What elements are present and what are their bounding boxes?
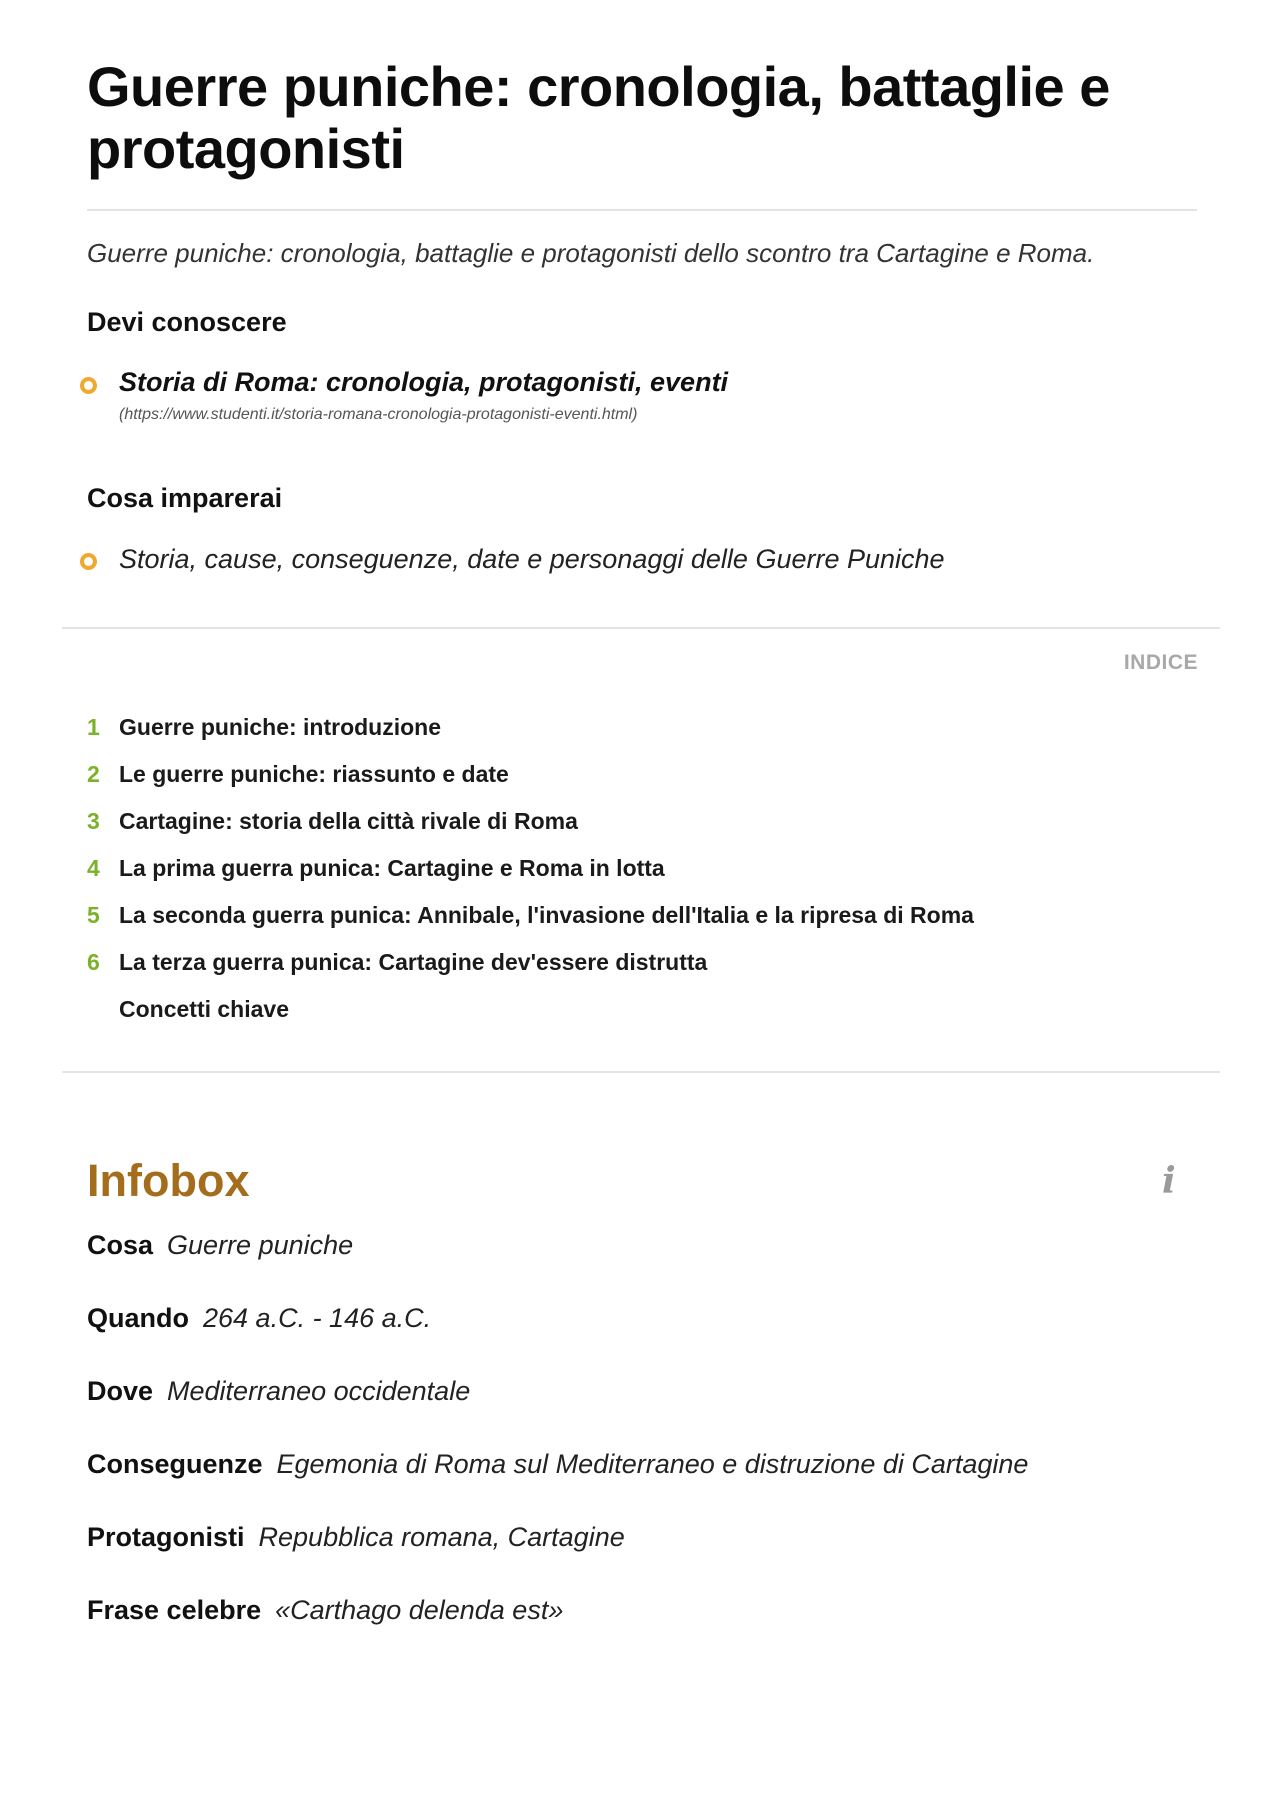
infobox-row-dove (87, 1376, 470, 1407)
table-of-contents (87, 714, 1187, 1043)
infobox-row-frase-celebre (87, 1595, 563, 1626)
toc-link[interactable]: Le guerre puniche: riassunto e date (119, 761, 509, 787)
toc-item-1[interactable] (87, 714, 1187, 761)
toc-number: 5 (87, 902, 100, 928)
infobox-row-conseguenze (87, 1449, 1028, 1480)
toc-item-3[interactable] (87, 808, 1187, 855)
infobox-key: Cosa (87, 1230, 154, 1260)
infobox-title: Infobox (87, 1155, 250, 1206)
toc-label: INDICE (1123, 651, 1198, 674)
title-divider (87, 209, 1197, 211)
infobox-key: Dove (87, 1376, 154, 1406)
toc-bottom-divider (62, 1071, 1220, 1073)
infobox-key: Quando (87, 1303, 189, 1333)
learn-heading: Cosa imparerai (87, 483, 283, 513)
infobox-row-protagonisti (87, 1522, 625, 1553)
infobox-key: Frase celebre (87, 1595, 262, 1625)
toc-link[interactable]: Guerre puniche: introduzione (119, 714, 442, 740)
infobox-row-cosa (87, 1230, 353, 1261)
infobox-value: Guerre puniche (167, 1230, 354, 1260)
toc-top-divider (62, 627, 1220, 629)
prerequisite-link[interactable]: Storia di Roma: cronologia, protagonisti, eventi (119, 367, 729, 397)
toc-number: 6 (87, 949, 100, 975)
toc-item-4[interactable] (87, 855, 1187, 902)
toc-link[interactable]: Cartagine: storia della città rivale di Roma (119, 808, 578, 834)
toc-item-concetti-chiave[interactable] (87, 996, 1187, 1043)
toc-item-5[interactable] (87, 902, 1187, 949)
toc-item-2[interactable] (87, 761, 1187, 808)
infobox-value: «Carthago delenda est» (275, 1595, 564, 1625)
bullet-icon (80, 553, 97, 570)
toc-link[interactable]: La seconda guerra punica: Annibale, l'invasione dell'Italia e la ripresa di Roma (119, 902, 974, 928)
prerequisite-url: (https://www.studenti.it/storia-romana-cronologia-protagonisti-eventi.html) (119, 406, 638, 423)
toc-link[interactable]: La prima guerra punica: Cartagine e Roma in lotta (119, 855, 665, 881)
toc-number: 1 (87, 714, 100, 740)
toc-number: 3 (87, 808, 100, 834)
infobox-key: Protagonisti (87, 1522, 245, 1552)
page-title: Guerre puniche: cronologia, battaglie e protagonisti (87, 55, 1110, 180)
learn-item: Storia, cause, conseguenze, date e personaggi delle Guerre Puniche (119, 544, 945, 574)
infobox-key: Conseguenze (87, 1449, 263, 1479)
infobox-value: Repubblica romana, Cartagine (258, 1522, 625, 1552)
article-subtitle: Guerre puniche: cronologia, battaglie e protagonisti dello scontro tra Cartagine e Roma. (87, 238, 1095, 268)
toc-link[interactable]: Concetti chiave (119, 996, 289, 1022)
infobox-value: 264 a.C. - 146 a.C. (203, 1303, 432, 1333)
bullet-icon (80, 377, 97, 394)
info-icon[interactable]: i (1162, 1160, 1176, 1202)
toc-number: 4 (87, 855, 100, 881)
infobox-row-quando (87, 1303, 431, 1334)
toc-item-6[interactable] (87, 949, 1187, 996)
toc-link[interactable]: La terza guerra punica: Cartagine dev'essere distrutta (119, 949, 708, 975)
toc-number: 2 (87, 761, 100, 787)
prerequisites-heading: Devi conoscere (87, 307, 287, 337)
infobox-value: Mediterraneo occidentale (167, 1376, 471, 1406)
infobox-value: Egemonia di Roma sul Mediterraneo e distruzione di Cartagine (276, 1449, 1029, 1479)
